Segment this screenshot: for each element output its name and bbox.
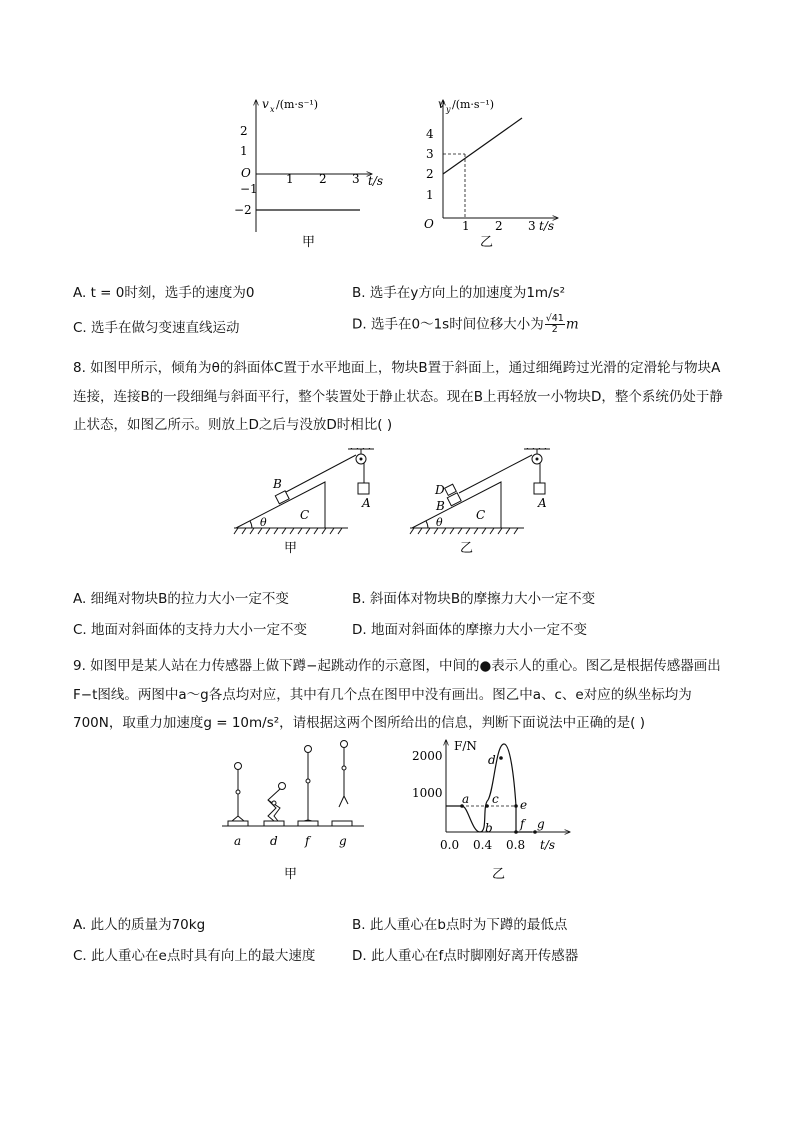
xtick: 2 xyxy=(319,172,327,186)
q8-stem: 8. 如图甲所示，倾角为θ的斜面体C置于水平地面上，物块B置于斜面上，通过细绳跨过光滑的定滑轮与物块A连接，连接B的一段细绳与斜面平行，整个装置处于静止状态。现在B上再轻放一小物块D，整个系统仍处于静止状态，如图乙所示。则放上D之后与没放D时相比( ) xyxy=(73,360,723,433)
xtick: 0.8 xyxy=(506,838,526,852)
xtick: 0.0 xyxy=(440,838,460,852)
y-axis-label: v xyxy=(262,97,269,111)
q9-figure-jump xyxy=(222,736,367,886)
point-b: b xyxy=(485,821,493,835)
figure-caption: 甲 xyxy=(284,541,298,556)
sensor-plate xyxy=(332,821,352,826)
q9-graph-force xyxy=(410,736,590,886)
x-axis-label: t/s xyxy=(540,838,556,852)
q7-option-d[interactable]: D. 选手在0～1s时间位移大小为 $\frac{√41}{2}$ m xyxy=(352,313,579,335)
ytick: 3 xyxy=(426,147,434,161)
label-d: D xyxy=(435,483,445,497)
ytick: 2 xyxy=(426,167,434,181)
label-a: A xyxy=(362,496,371,510)
label-b: B xyxy=(436,499,445,513)
q9-option-d[interactable]: D. 此人重心在f点时脚刚好离开传感器 xyxy=(352,948,579,964)
sensor-plate xyxy=(228,821,248,826)
x-axis-label: t/s xyxy=(539,219,555,233)
xtick: 3 xyxy=(352,172,360,186)
ytick: 1000 xyxy=(412,786,443,800)
q8-option-a[interactable]: A. 细绳对物块B的拉力大小一定不变 xyxy=(73,591,289,607)
q8-option-b[interactable]: B. 斜面体对物块B的摩擦力大小一定不变 xyxy=(352,591,596,607)
xtick: 2 xyxy=(495,219,503,233)
ytick: 4 xyxy=(426,127,434,141)
q8-option-d[interactable]: D. 地面对斜面体的摩擦力大小一定不变 xyxy=(352,622,587,638)
label-a: A xyxy=(538,496,547,510)
q9-option-a[interactable]: A. 此人的质量为70kg xyxy=(73,917,206,933)
point-c: c xyxy=(492,792,499,806)
origin-label: O xyxy=(241,166,251,180)
ytick: 2 xyxy=(240,124,248,138)
xtick: 1 xyxy=(462,219,470,233)
figure-caption: 乙 xyxy=(460,541,474,556)
label-c: C xyxy=(300,508,310,522)
vy-line xyxy=(443,118,522,174)
q7-option-b[interactable]: B. 选手在y方向上的加速度为1m/s² xyxy=(352,285,566,301)
q9-option-b[interactable]: B. 此人重心在b点时为下蹲的最低点 xyxy=(352,917,568,933)
q7-graph-vx xyxy=(220,92,400,252)
sensor-plate xyxy=(298,821,318,826)
figure-caption: 乙 xyxy=(480,235,494,250)
label-b: B xyxy=(273,477,282,491)
label-f: f xyxy=(305,834,310,848)
fraction: $\frac{√41}{2}$ xyxy=(545,313,564,335)
q8-option-c[interactable]: C. 地面对斜面体的支持力大小一定不变 xyxy=(73,622,308,638)
ytick: −1 xyxy=(240,182,258,196)
xtick: 3 xyxy=(528,219,536,233)
ytick: −2 xyxy=(234,203,252,217)
y-axis-sub: x xyxy=(270,105,275,114)
point-a: a xyxy=(462,792,470,806)
point-f: f xyxy=(520,817,525,831)
y-axis-unit: /(m·s⁻¹) xyxy=(452,98,495,111)
q8-figure-a xyxy=(228,448,388,560)
label-c: C xyxy=(476,508,486,522)
point-e: e xyxy=(520,798,528,812)
q7-option-c[interactable]: C. 选手在做匀变速直线运动 xyxy=(73,320,240,336)
q9-option-c[interactable]: C. 此人重心在e点时具有向上的最大速度 xyxy=(73,948,316,964)
origin-label: O xyxy=(424,217,434,231)
point-g: g xyxy=(537,817,545,831)
point-d: d xyxy=(488,753,496,767)
q9-stem: 9. 如图甲是某人站在力传感器上做下蹲−起跳动作的示意图，中间的●表示人的重心。图乙是根据传感器画出F−t图线。两图中a～g各点均对应，其中有几个点在图甲中没有画出。图乙中a、c、e对应的纵坐标均为700N，取重力加速度g = 10m/s²，请根据这两个图所给出的信息，判断下面说法中正确的是( ) xyxy=(73,658,721,731)
xtick: 0.4 xyxy=(473,838,493,852)
ytick: 2000 xyxy=(412,749,443,763)
ytick: 1 xyxy=(240,144,248,158)
label-a: a xyxy=(234,834,242,848)
figure-caption: 甲 xyxy=(284,867,298,882)
ytick: 1 xyxy=(426,188,434,202)
y-axis-label: v xyxy=(438,97,445,111)
y-axis-unit: /(m·s⁻¹) xyxy=(276,98,319,111)
label-d: d xyxy=(270,834,278,848)
sensor-plate xyxy=(264,821,284,826)
y-axis-sub: y xyxy=(446,105,451,114)
y-axis-label: F/N xyxy=(454,739,477,753)
x-axis-label: t/s xyxy=(368,174,384,188)
label-g: g xyxy=(339,834,347,848)
theta-label: θ xyxy=(436,516,443,529)
figure-caption: 乙 xyxy=(492,867,506,882)
figure-caption: 甲 xyxy=(302,235,316,250)
q7-option-d-text: D. 选手在0～1s时间位移大小为 xyxy=(352,316,544,333)
theta-label: θ xyxy=(260,516,267,529)
q7-graph-vy xyxy=(418,92,568,252)
q7-option-a[interactable]: A. t = 0时刻，选手的速度为0 xyxy=(73,285,255,301)
xtick: 1 xyxy=(286,172,294,186)
q8-figure-b xyxy=(404,448,564,560)
